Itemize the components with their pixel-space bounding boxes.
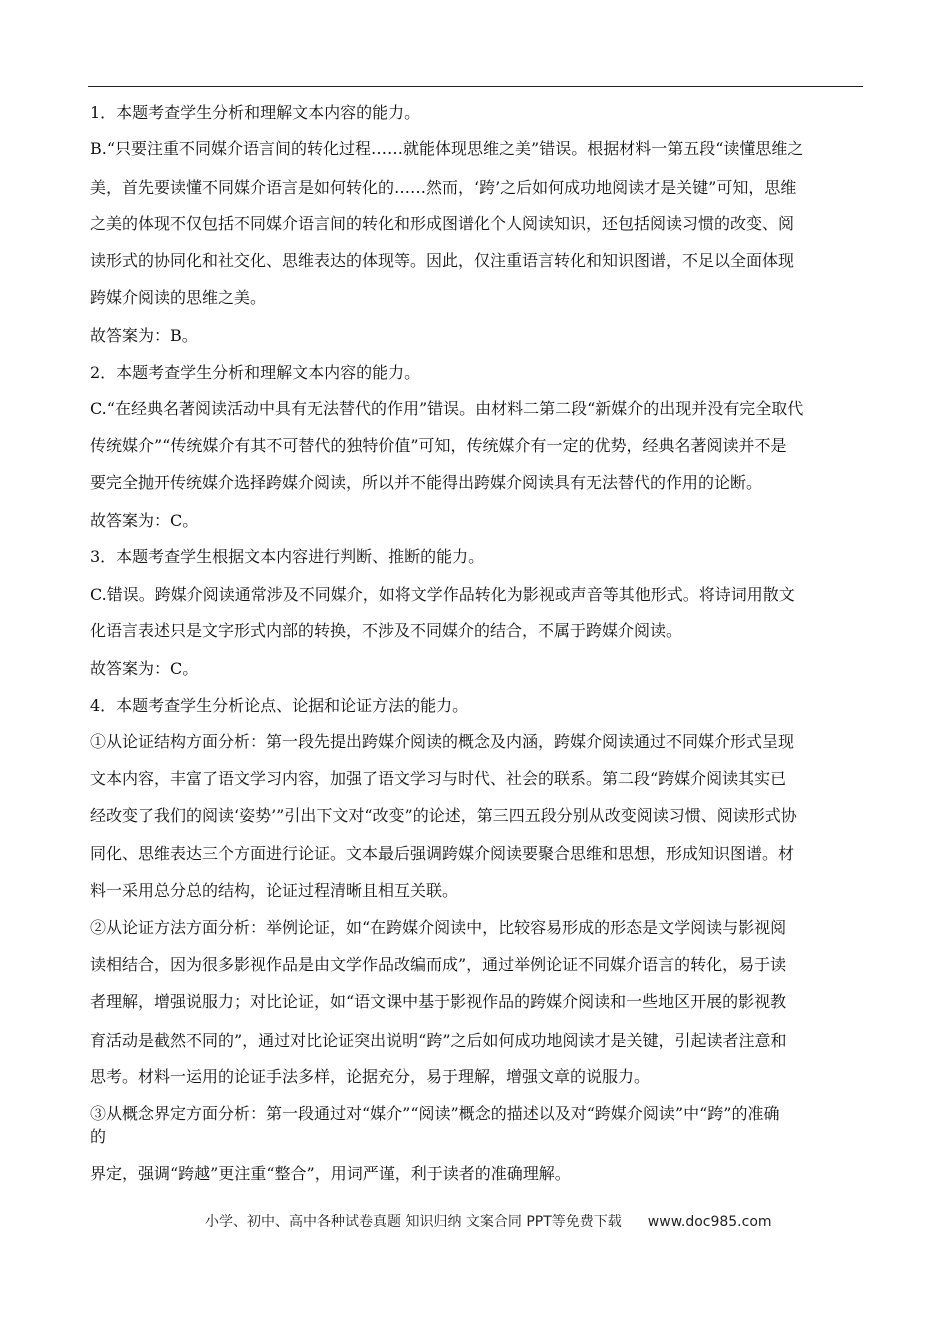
- footer-text: 小学、初中、高中各种试卷真题 知识归纳 文案合同 PPT等免费下载: [205, 1214, 622, 1230]
- text-line-30: 界定，强调“跨越”更注重“整合”，用词严谨，利于读者的准确理解。: [90, 1164, 571, 1183]
- text-line-1: 1．本题考查学生分析和理解文本内容的能力。: [90, 103, 421, 122]
- text-line-18: ①从论证结构方面分析：第一段先提出跨媒介阅读的概念及内涵，跨媒介阅读通过不同媒介形式呈现: [90, 732, 795, 751]
- text-line-17: 4．本题考查学生分析论点、论据和论证方法的能力。: [90, 696, 469, 715]
- text-line-4: 之美的体现不仅包括不同媒介语言间的转化和形成图谱化个人阅读知识，还包括阅读习惯的改变、阅: [90, 214, 795, 233]
- text-line-3: 美，首先要读懂不同媒介语言是如何转化的……然而，‘跨’之后如何成功地阅读才是关键”可知，思维: [90, 178, 797, 197]
- text-line-29: 的: [90, 1127, 107, 1146]
- text-line-20: 经改变了我们的阅读‘姿势’”引出下文对“改变”的论述，第三四五段分别从改变阅读习惯、阅读形式协: [90, 806, 797, 825]
- text-line-15: 化语言表述只是文字形式内部的转换，不涉及不同媒介的结合，不属于跨媒介阅读。: [90, 621, 683, 640]
- text-line-11: 要完全抛开传统媒介选择跨媒介阅读，所以并不能得出跨媒介阅读具有无法替代的作用的论断。: [90, 473, 763, 492]
- text-line-8: 2．本题考查学生分析和理解文本内容的能力。: [90, 363, 421, 382]
- text-line-23: ②从论证方法方面分析：举例论证，如“在跨媒介阅读中，比较容易形成的形态是文学阅读与影视阅: [90, 918, 787, 937]
- page-footer: [205, 1211, 772, 1231]
- text-line-13: 3．本题考查学生根据文本内容进行判断、推断的能力。: [90, 547, 485, 566]
- text-line-22: 料一采用总分总的结构，论证过程清晰且相互关联。: [90, 881, 459, 900]
- text-line-12: 故答案为：C。: [90, 511, 199, 530]
- text-line-2: B.“只要注重不同媒介语言间的转化过程……就能体现思维之美”错误。根据材料一第五段“读懂思维之: [90, 139, 804, 158]
- text-line-10: 传统媒介”“传统媒介有其不可替代的独特价值”可知，传统媒介有一定的优势，经典名著阅读并不是: [90, 436, 787, 455]
- footer-site-link[interactable]: www.doc985.com: [647, 1214, 772, 1230]
- text-line-6: 跨媒介阅读的思维之美。: [90, 288, 267, 307]
- header-rule: [88, 86, 863, 87]
- text-line-16: 故答案为：C。: [90, 659, 199, 678]
- text-line-7: 故答案为：B。: [90, 326, 198, 345]
- text-line-25: 者理解，增强说服力；对比论证，如“语文课中基于影视作品的跨媒介阅读和一些地区开展的影视教: [90, 992, 787, 1011]
- text-line-21: 同化、思维表达三个方面进行论证。文本最后强调跨媒介阅读要聚合思维和思想，形成知识图谱。材: [90, 844, 795, 863]
- text-line-26: 育活动是截然不同的”，通过对比论证突出说明“跨”之后如何成功地阅读才是关键，引起读者注意和: [90, 1031, 787, 1050]
- text-line-9: C.“在经典名著阅读活动中具有无法替代的作用”错误。由材料二第二段“新媒介的出现并没有完全取代: [90, 399, 804, 418]
- text-line-24: 读相结合，因为很多影视作品是由文学作品改编而成”，通过举例论证不同媒介语言的转化，易于读: [90, 955, 787, 974]
- text-line-19: 文本内容，丰富了语文学习内容，加强了语文学习与时代、社会的联系。第二段“跨媒介阅读其实已: [90, 769, 787, 788]
- text-line-5: 读形式的协同化和社交化、思维表达的体现等。因此，仅注重语言转化和知识图谱，不足以全面体现: [90, 251, 795, 270]
- text-line-27: 思考。材料一运用的论证手法多样，论据充分，易于理解，增强文章的说服力。: [90, 1067, 651, 1086]
- text-line-28: ③从概念界定方面分析：第一段通过对“媒介”“阅读”概念的描述以及对“跨媒介阅读”中“跨”的准确: [90, 1104, 780, 1123]
- text-line-14: C.错误。跨媒介阅读通常涉及不同媒介，如将文学作品转化为影视或声音等其他形式。将诗词用散文: [90, 585, 795, 604]
